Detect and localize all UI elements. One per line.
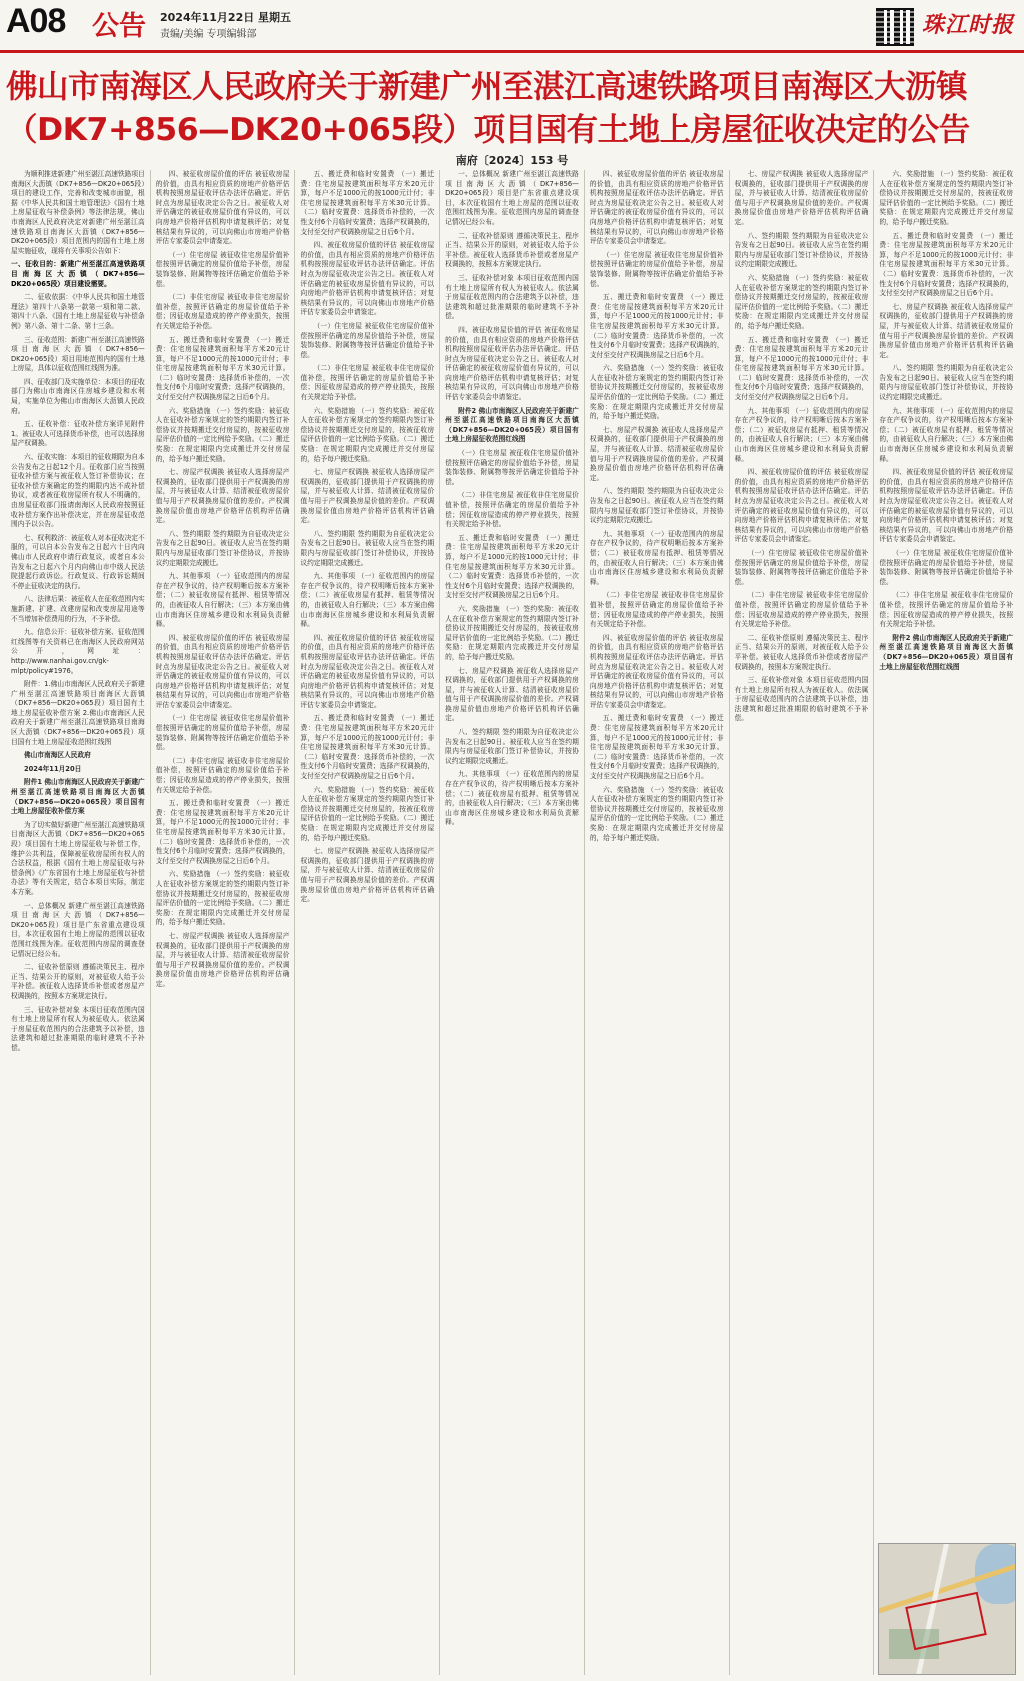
subject-paragraph-d: 三、征收补偿对象 本项目征收范围内国有土地上房屋所有权人为被征收人。依法属于房屋征收范围内的合法建筑予以补偿，违法建筑和超过批准期限的临时建筑不予补偿。 bbox=[445, 273, 579, 321]
relocation-paragraph-g: 五、搬迁费和临时安置费 （一）搬迁费：住宅房屋按建筑面积每平方米20元计算，每户不足1000元的按1000元计付；非住宅房屋按建筑面积每平方米30元计算。（二）临时安置费：选择货币补偿的，一次性支付6个月临时安置费；选择产权调换的，支付至交付产权调换房屋之日后6个月。 bbox=[879, 231, 1014, 298]
general-paragraph-d: 一、总体概况 新建广州至湛江高速铁路项目南海区大沥镇（DK7+856—DK20+065段）项目是广东省重点建设项目，本次征收国有土地上房屋的范围以征收范围红线图为准。征收范围内房屋的调查登记情况已经公布。 bbox=[445, 170, 579, 226]
nonresidential-paragraph-b: （二）非住宅房屋 被征收非住宅房屋价值补偿，按照评估确定的房屋价值给予补偿；因征收房屋造成的停产停业损失，按照有关规定给予补偿。 bbox=[155, 756, 290, 794]
page-header bbox=[0, 0, 1024, 44]
section-name: 公告 bbox=[92, 11, 146, 42]
signing-paragraph: 八、签约期限 签约期限为自征收决定公告发布之日起90日。被征收人应当在签约期限内与房屋征收部门签订补偿协议，并按协议约定期限完成搬迁。 bbox=[155, 529, 290, 567]
valuation-paragraph-c2: 四、被征收房屋价值的评估 被征收房屋的价值，由具有相应资质的房地产价格评估机构按照房屋征收评估办法评估确定。评估时点为房屋征收决定公告之日。被征收人对评估确定的被征收房屋价值有异议的，可以向房地产价格评估机构申请复核评估；对复核结果有异议的，可以向佛山市房地产价格评估专家委员会申请鉴定。 bbox=[300, 633, 435, 709]
section-basis: 二、征收依据：《中华人民共和国土地管理法》第四十八条第一款第一项和第二款、第四十八条、《国有土地上房屋征收与补偿条例》第八条、第十二条、第十三条。 bbox=[11, 293, 145, 330]
other-paragraph-d: 九、其他事项 （一）征收范围内的房屋存在产权争议的，待产权明晰后按本方案补偿；（二）被征收房屋有抵押、租赁等情况的，由被征收人自行解决；（三）本方案由佛山市南海区住房城乡建设和水利局负责解释。 bbox=[445, 770, 579, 827]
subject-paragraph: 三、征收补偿对象 本项目征收范围内国有土地上房屋所有权人为被征收人。依法属于房屋征收范围内的合法建筑予以补偿，违法建筑和超过批准期限的临时建筑不予补偿。 bbox=[11, 1005, 145, 1052]
section-consequence: 八、法律后果：被征收人在征收范围内实施新建、扩建、改建房屋和改变房屋用途等不当增加补偿费用的行为，不予补偿。 bbox=[11, 595, 145, 623]
residential-paragraph-f: （一）住宅房屋 被征收住宅房屋价值补偿按照评估确定的房屋价值给予补偿，房屋装饰装修、附属物等按评估确定价值给予补偿。 bbox=[734, 548, 869, 586]
nonresidential-paragraph-g: （二）非住宅房屋 被征收非住宅房屋价值补偿，按照评估确定的房屋价值给予补偿；因征收房屋造成的停产停业损失，按照有关规定给予补偿。 bbox=[879, 591, 1014, 629]
qr-code-icon bbox=[876, 8, 914, 46]
principle-paragraph-d: 二、征收补偿原则 遵循决策民主、程序正当、结果公开的原则，对被征收人给予公平补偿。被征收人选择货币补偿或者房屋产权调换的，按照本方案规定执行。 bbox=[445, 231, 579, 269]
attachment-1-intro: 为了切实做好新建广州至湛江高速铁路项目南海区大沥镇（DK7+856—DK20+065段）项目国有土地上房屋征收与补偿工作，维护公共利益，保障被征收房屋所有权人的合法权益，根据《国有土地上房屋征收与补偿条例》《广东省国有土地上房屋征收与补偿办法》等有关规定，结合本项目实际，制定本方案。 bbox=[11, 820, 145, 896]
reward-paragraph-c: 六、奖励措施 （一）签约奖励：被征收人在征收补偿方案规定的签约期限内签订补偿协议并按期搬迁交付房屋的，按被征收房屋评估价值的一定比例给予奖励。（二）搬迁奖励：在规定期限内完成搬迁并交付房屋的，给予每户搬迁奖励。 bbox=[300, 406, 435, 463]
relocation-paragraph-d: 五、搬迁费和临时安置费 （一）搬迁费：住宅房屋按建筑面积每平方米20元计算，每户不足1000元的按1000元计付；非住宅房屋按建筑面积每平方米30元计算。（二）临时安置费：选择货币补偿的，一次性支付6个月临时安置费；选择产权调换的，支付至交付产权调换房屋之日后6个月。 bbox=[445, 533, 579, 600]
residential-paragraph-c: （一）住宅房屋 被征收住宅房屋价值补偿按照评估确定的房屋价值给予补偿，房屋装饰装修、附属物等按评估确定价值给予补偿。 bbox=[300, 321, 435, 359]
other-paragraph-e: 九、其他事项 （一）征收范围内的房屋存在产权争议的，待产权明晰后按本方案补偿；（二）被征收房屋有抵押、租赁等情况的，由被征收人自行解决；（三）本方案由佛山市南海区住房城乡建设和水利局负责解释。 bbox=[589, 529, 724, 586]
relocation-paragraph: 五、搬迁费和临时安置费 （一）搬迁费：住宅房屋按建筑面积每平方米20元计算，每户不足1000元的按1000元计付；非住宅房屋按建筑面积每平方米30元计算。（二）临时安置费：选择货币补偿的，一次性支付6个月临时安置费；选择产权调换的，支付至交付产权调换房屋之日后6个月。 bbox=[155, 335, 290, 402]
signing-paragraph-g: 八、签约期限 签约期限为自征收决定公告发布之日起90日。被征收人应当在签约期限内与房屋征收部门签订补偿协议，并按协议约定期限完成搬迁。 bbox=[879, 364, 1014, 402]
nonresidential-paragraph-d: （二）非住宅房屋 被征收非住宅房屋价值补偿，按照评估确定的房屋价值给予补偿；因征收房屋造成的停产停业损失，按照有关规定给予补偿。 bbox=[445, 491, 579, 529]
residential-paragraph: （一）住宅房屋 被征收住宅房屋价值补偿按照评估确定的房屋价值给予补偿，房屋装饰装修、附属物等按评估确定价值给予补偿。 bbox=[155, 250, 290, 288]
other-paragraph-g: 九、其他事项 （一）征收范围内的房屋存在产权争议的，待产权明晰后按本方案补偿；（二）被征收房屋有抵押、租赁等情况的，由被征收人自行解决；（三）本方案由佛山市南海区住房城乡建设和水利局负责解释。 bbox=[879, 406, 1014, 463]
swap-paragraph: 七、房屋产权调换 被征收人选择房屋产权调换的，征收部门提供用于产权调换的房屋，并与被征收人计算、结清被征收房屋价值与用于产权调换房屋价值的差价。产权调换房屋价值由房地产价格评估机构评估确定。 bbox=[155, 468, 290, 525]
signing-paragraph-f: 八、签约期限 签约期限为自征收决定公告发布之日起90日。被征收人应当在签约期限内与房屋征收部门签订补偿协议，并按协议约定期限完成搬迁。 bbox=[734, 231, 869, 269]
attachment-2-title: 附件2 佛山市南海区人民政府关于新建广州至湛江高速铁路项目南海区大沥镇（DK7+856—DK20+065段）项目国有土地上房屋征收范围红线图 bbox=[445, 406, 579, 444]
relocation-paragraph-b: 五、搬迁费和临时安置费 （一）搬迁费：住宅房屋按建筑面积每平方米20元计算，每户不足1000元的按1000元计付；非住宅房屋按建筑面积每平方米30元计算。（二）临时安置费：选择货币补偿的，一次性支付6个月临时安置费；选择产权调换的，支付至交付产权调换房屋之日后6个月。 bbox=[155, 799, 290, 865]
swap-paragraph-f: 七、房屋产权调换 被征收人选择房屋产权调换的，征收部门提供用于产权调换的房屋，并与被征收人计算、结清被征收房屋价值与用于产权调换房屋价值的差价。产权调换房屋价值由房地产价格评估机构评估确定。 bbox=[734, 170, 869, 226]
signing-paragraph-c: 八、签约期限 签约期限为自征收决定公告发布之日起90日。被征收人应当在签约期限内与房屋征收部门签订补偿协议，并按协议约定期限完成搬迁。 bbox=[300, 529, 435, 567]
principle-paragraph: 二、征收补偿原则 遵循决策民主、程序正当、结果公开的原则，对被征收人给予公平补偿。被征收人选择货币补偿或者房屋产权调换的，按照本方案规定执行。 bbox=[11, 963, 145, 1000]
residential-paragraph-g: （一）住宅房屋 被征收住宅房屋价值补偿按照评估确定的房屋价值给予补偿，房屋装饰装修、附属物等按评估确定价值给予补偿。 bbox=[879, 548, 1014, 586]
column-5 bbox=[585, 170, 730, 1675]
column-7 bbox=[874, 170, 1018, 1675]
valuation-paragraph: 四、被征收房屋价值的评估 被征收房屋的价值，由具有相应资质的房地产价格评估机构按照房屋征收评估办法评估确定。评估时点为房屋征收决定公告之日。被征收人对评估确定的被征收房屋价值有异议的，可以向房地产价格评估机构申请复核评估；对复核结果有异议的，可以向佛山市房地产价格评估专家委员会申请鉴定。 bbox=[155, 170, 290, 246]
valuation-paragraph-d: 四、被征收房屋价值的评估 被征收房屋的价值，由具有相应资质的房地产价格评估机构按照房屋征收评估办法评估确定。评估时点为房屋征收决定公告之日。被征收人对评估确定的被征收房屋价值有异议的，可以向房地产价格评估机构申请复核评估；对复核结果有异议的，可以向佛山市房地产价格评估专家委员会申请鉴定。 bbox=[445, 325, 579, 402]
nonresidential-paragraph: （二）非住宅房屋 被征收非住宅房屋价值补偿，按照评估确定的房屋价值给予补偿；因征收房屋造成的停产停业损失，按照有关规定给予补偿。 bbox=[155, 293, 290, 330]
swap-paragraph-g: 七、房屋产权调换 被征收人选择房屋产权调换的，征收部门提供用于产权调换的房屋，并与被征收人计算、结清被征收房屋价值与用于产权调换房屋价值的差价。产权调换房屋价值由房地产价格评估机构评估确定。 bbox=[879, 302, 1014, 359]
residential-paragraph-e: （一）住宅房屋 被征收住宅房屋价值补偿按照评估确定的房屋价值给予补偿，房屋装饰装修、附属物等按评估确定价值给予补偿。 bbox=[589, 250, 724, 288]
relocation-paragraph-c2: 五、搬迁费和临时安置费 （一）搬迁费：住宅房屋按建筑面积每平方米20元计算，每户不足1000元的按1000元计付；非住宅房屋按建筑面积每平方米30元计算。（二）临时安置费：选择货币补偿的，一次性支付6个月临时安置费；选择产权调换的，支付至交付产权调换房屋之日后6个月。 bbox=[300, 714, 435, 781]
page-number: A08 bbox=[6, 2, 66, 40]
relocation-paragraph-e2: 五、搬迁费和临时安置费 （一）搬迁费：住宅房屋按建筑面积每平方米20元计算，每户不足1000元的按1000元计付；非住宅房屋按建筑面积每平方米30元计算。（二）临时安置费：选择货币补偿的，一次性支付6个月临时安置费；选择产权调换的，支付至交付产权调换房屋之日后6个月。 bbox=[589, 714, 724, 781]
valuation-paragraph-f: 四、被征收房屋价值的评估 被征收房屋的价值，由具有相应资质的房地产价格评估机构按照房屋征收评估办法评估确定。评估时点为房屋征收决定公告之日。被征收人对评估确定的被征收房屋价值有异议的，可以向房地产价格评估机构申请复核评估；对复核结果有异议的，可以向佛山市房地产价格评估专家委员会申请鉴定。 bbox=[734, 468, 869, 544]
reward-paragraph-e: 六、奖励措施 （一）签约奖励：被征收人在征收补偿方案规定的签约期限内签订补偿协议并按期搬迁交付房屋的，按被征收房屋评估价值的一定比例给予奖励。（二）搬迁奖励：在规定期限内完成搬迁并交付房屋的，给予每户搬迁奖励。 bbox=[589, 364, 724, 421]
reward-paragraph-g: 六、奖励措施 （一）签约奖励：被征收人在征收补偿方案规定的签约期限内签订补偿协议并按期搬迁交付房屋的，按被征收房屋评估价值的一定比例给予奖励。（二）搬迁奖励：在规定期限内完成搬迁并交付房屋的，给予每户搬迁奖励。 bbox=[879, 170, 1014, 226]
masthead-logo: 珠江时报 bbox=[922, 12, 1015, 38]
other-paragraph-c: 九、其他事项 （一）征收范围内的房屋存在产权争议的，待产权明晰后按本方案补偿；（二）被征收房屋有抵押、租赁等情况的，由被征收人自行解决；（三）本方案由佛山市南海区住房城乡建设和水利局负责解释。 bbox=[300, 572, 435, 629]
nonresidential-paragraph-e: （二）非住宅房屋 被征收非住宅房屋价值补偿，按照评估确定的房屋价值给予补偿；因征收房屋造成的停产停业损失，按照有关规定给予补偿。 bbox=[589, 591, 724, 629]
signing-paragraph-e: 八、签约期限 签约期限为自征收决定公告发布之日起90日。被征收人应当在签约期限内与房屋征收部门签订补偿协议，并按协议约定期限完成搬迁。 bbox=[589, 487, 724, 525]
section-implementation: 六、征收实施：本项目的征收期限为自本公告发布之日起12个月。征收部门应当按照征收补偿方案与被征收人签订补偿协议；在征收补偿方案确定的签约期限内达不成补偿协议，或者被征收房屋所有权人不明确的，由房屋征收部门报请南海区人民政府按照征收补偿方案作出补偿决定，并在房屋征收范围内予以公告。 bbox=[11, 453, 145, 529]
reward-paragraph: 六、奖励措施 （一）签约奖励：被征收人在征收补偿方案规定的签约期限内签订补偿协议并按期搬迁交付房屋的，按被征收房屋评估价值的一定比例给予奖励。（二）搬迁奖励：在规定期限内完成搬迁并交付房屋的，给予每户搬迁奖励。 bbox=[155, 406, 290, 463]
attachment-2-title-g: 附件2 佛山市南海区人民政府关于新建广州至湛江高速铁路项目南海区大沥镇（DK7+856—DK20+065段）项目国有土地上房屋征收范围红线图 bbox=[879, 633, 1014, 671]
general-paragraph: 一、总体概况 新建广州至湛江高速铁路项目南海区大沥镇（DK7+856—DK20+065段）项目是广东省重点建设项目，本次征收国有土地上房屋的范围以征收范围红线图为准。征收范围内房屋的调查登记情况已经公布。 bbox=[11, 901, 145, 958]
reward-paragraph-d: 六、奖励措施 （一）签约奖励：被征收人在征收补偿方案规定的签约期限内签订补偿协议并按期搬迁交付房屋的，按被征收房屋评估价值的一定比例给予奖励。（二）搬迁奖励：在规定期限内完成搬迁并交付房屋的，给予每户搬迁奖励。 bbox=[445, 604, 579, 661]
announcement-title bbox=[6, 66, 1018, 152]
other-paragraph: 九、其他事项 （一）征收范围内的房屋存在产权争议的，待产权明晰后按本方案补偿；（二）被征收房屋有抵押、租赁等情况的，由被征收人自行解决；（三）本方案由佛山市南海区住房城乡建设和水利局负责解释。 bbox=[155, 572, 290, 629]
document-number: 南府〔2024〕153 号 bbox=[455, 154, 569, 167]
residential-paragraph-b: （一）住宅房屋 被征收住宅房屋价值补偿按照评估确定的房屋价值给予补偿，房屋装饰装修、附属物等按评估确定价值给予补偿。 bbox=[155, 714, 290, 752]
other-paragraph-f: 九、其他事项 （一）征收范围内的房屋存在产权争议的，待产权明晰后按本方案补偿；（二）被征收房屋有抵押、租赁等情况的，由被征收人自行解决；（三）本方案由佛山市南海区住房城乡建设和水利局负责解释。 bbox=[734, 406, 869, 463]
attachment-1-title: 附件1 佛山市南海区人民政府关于新建广州至湛江高速铁路项目南海区大沥镇（DK7+856—DK20+065段）项目国有土地上房屋征收补偿方案 bbox=[11, 778, 145, 816]
intro-paragraph: 为顺利推进新建广州至湛江高速铁路项目南海区大沥镇（DK7+856—DK20+065段）项目的建设工作，完善和改变城市面貌，根据《中华人民共和国土地管理法》《国有土地上房屋征收与补偿条例》等法律法规，佛山市南海区人民政府决定对新建广州至湛江高速铁路项目南海区大沥镇（DK7+856—DK20+065段）项目范围内的国有土地上房屋实施征收，现将有关事项公告如下： bbox=[11, 170, 145, 255]
sign-date: 2024年11月20日 bbox=[24, 764, 82, 773]
header-rule bbox=[0, 50, 1024, 53]
section-purpose: 一、征收目的：新建广州至湛江高速铁路项目南海区大沥镇（DK7+856—DK20+065段）项目建设需要。 bbox=[11, 260, 145, 288]
swap-paragraph-c: 七、房屋产权调换 被征收人选择房屋产权调换的，征收部门提供用于产权调换的房屋，并与被征收人计算、结清被征收房屋价值与用于产权调换房屋价值的差价。产权调换房屋价值由房地产价格评估机构评估确定。 bbox=[300, 468, 435, 525]
nonresidential-paragraph-c: （二）非住宅房屋 被征收非住宅房屋价值补偿，按照评估确定的房屋价值给予补偿；因征收房屋造成的停产停业损失，按照有关规定给予补偿。 bbox=[300, 364, 435, 402]
swap-paragraph-d: 七、房屋产权调换 被征收人选择房屋产权调换的，征收部门提供用于产权调换的房屋，并与被征收人计算、结清被征收房屋价值与用于产权调换房屋价值的差价。产权调换房屋价值由房地产价格评估机构评估确定。 bbox=[445, 666, 579, 723]
nonresidential-paragraph-f: （二）非住宅房屋 被征收非住宅房屋价值补偿，按照评估确定的房屋价值给予补偿；因征收房屋造成的停产停业损失，按照有关规定给予补偿。 bbox=[734, 591, 869, 629]
swap-paragraph-e: 七、房屋产权调换 被征收人选择房屋产权调换的，征收部门提供用于产权调换的房屋，并与被征收人计算、结清被征收房屋价值与用于产权调换房屋价值的差价。产权调换房屋价值由房地产价格评估机构评估确定。 bbox=[589, 425, 724, 482]
valuation-paragraph-g: 四、被征收房屋价值的评估 被征收房屋的价值，由具有相应资质的房地产价格评估机构按照房屋征收评估办法评估确定。评估时点为房屋征收决定公告之日。被征收人对评估确定的被征收房屋价值有异议的，可以向房地产价格评估机构申请复核评估；对复核结果有异议的，可以向佛山市房地产价格评估专家委员会申请鉴定。 bbox=[879, 468, 1014, 544]
valuation-paragraph-b: 四、被征收房屋价值的评估 被征收房屋的价值，由具有相应资质的房地产价格评估机构按照房屋征收评估办法评估确定。评估时点为房屋征收决定公告之日。被征收人对评估确定的被征收房屋价值有异议的，可以向房地产价格评估机构申请复核评估；对复核结果有异议的，可以向佛山市房地产价格评估专家委员会申请鉴定。 bbox=[155, 633, 290, 709]
section-remedy: 七、权利救济：被征收人对本征收决定不服的，可以自本公告发布之日起六十日内向佛山市人民政府申请行政复议，或者自本公告发布之日起六个月内向佛山市中级人民法院提起行政诉讼。行政复议、行政诉讼期间不停止征收决定的执行。 bbox=[11, 533, 145, 590]
valuation-paragraph-e: 四、被征收房屋价值的评估 被征收房屋的价值，由具有相应资质的房地产价格评估机构按照房屋征收评估办法评估确定。评估时点为房屋征收决定公告之日。被征收人对评估确定的被征收房屋价值有异议的，可以向房地产价格评估机构申请复核评估；对复核结果有异议的，可以向佛山市房地产价格评估专家委员会申请鉴定。 bbox=[589, 170, 724, 246]
column-4 bbox=[440, 170, 585, 1675]
column-2 bbox=[151, 170, 296, 1675]
reward-paragraph-e2: 六、奖励措施 （一）签约奖励：被征收人在征收补偿方案规定的签约期限内签订补偿协议并按期搬迁交付房屋的，按被征收房屋评估价值的一定比例给予奖励。（二）搬迁奖励：在规定期限内完成搬迁并交付房屋的，给予每户搬迁奖励。 bbox=[589, 785, 724, 842]
column-1 bbox=[6, 170, 151, 1675]
section-compensation: 五、征收补偿：征收补偿方案详见附件1。被征收人可选择货币补偿，也可以选择房屋产权调换。 bbox=[11, 420, 145, 448]
relocation-paragraph-f: 五、搬迁费和临时安置费 （一）搬迁费：住宅房屋按建筑面积每平方米20元计算，每户不足1000元的按1000元计付；非住宅房屋按建筑面积每平方米30元计算。（二）临时安置费：选择货币补偿的，一次性支付6个月临时安置费；选择产权调换的，支付至交付产权调换房屋之日后6个月。 bbox=[734, 335, 869, 402]
attachment-list: 附件：1.佛山市南海区人民政府关于新建广州至湛江高速铁路项目南海区大沥镇（DK7+856—DK20+065段）项目国有土地上房屋征收补偿方案 2.佛山市南海区人民政府关于新建广州至湛江高速铁路项目南海区大沥镇（DK7+856—DK20+065段）项目国有土地上房屋征收范围红线图 bbox=[11, 680, 145, 746]
reward-paragraph-f: 六、奖励措施 （一）签约奖励：被征收人在征收补偿方案规定的签约期限内签订补偿协议并按期搬迁交付房屋的，按被征收房屋评估价值的一定比例给予奖励。（二）搬迁奖励：在规定期限内完成搬迁并交付房屋的，给予每户搬迁奖励。 bbox=[734, 273, 869, 330]
body-columns bbox=[6, 170, 1018, 1675]
subject-paragraph-f: 三、征收补偿对象 本项目征收范围内国有土地上房屋所有权人为被征收人。依法属于房屋征收范围内的合法建筑予以补偿，违法建筑和超过批准期限的临时建筑不予补偿。 bbox=[734, 676, 869, 723]
relocation-paragraph-c: 五、搬迁费和临时安置费 （一）搬迁费：住宅房屋按建筑面积每平方米20元计算，每户不足1000元的按1000元计付；非住宅房屋按建筑面积每平方米30元计算。（二）临时安置费：选择货币补偿的，一次性支付6个月临时安置费；选择产权调换的，支付至交付产权调换房屋之日后6个月。 bbox=[300, 170, 435, 236]
swap-paragraph-c2: 七、房屋产权调换 被征收人选择房屋产权调换的，征收部门提供用于产权调换的房屋，并与被征收人计算、结清被征收房屋价值与用于产权调换房屋价值的差价。产权调换房屋价值由房地产价格评估机构评估确定。 bbox=[300, 847, 435, 904]
section-scope: 三、征收范围：新建广州至湛江高速铁路项目南海区大沥镇（DK7+856—DK20+065段）项目用地范围内的国有土地上房屋，具体以征收范围红线图为准。 bbox=[11, 335, 145, 373]
swap-paragraph-b: 七、房屋产权调换 被征收人选择房屋产权调换的，征收部门提供用于产权调换的房屋，并与被征收人计算、结清被征收房屋价值与用于产权调换房屋价值的差价。产权调换房屋价值由房地产价格评估机构评估确定。 bbox=[155, 931, 290, 988]
reward-paragraph-c2: 六、奖励措施 （一）签约奖励：被征收人在征收补偿方案规定的签约期限内签订补偿协议并按期搬迁交付房屋的，按被征收房屋评估价值的一定比例给予奖励。（二）搬迁奖励：在规定期限内完成搬迁并交付房屋的，给予每户搬迁奖励。 bbox=[300, 785, 435, 842]
column-3 bbox=[295, 170, 440, 1675]
relocation-paragraph-e: 五、搬迁费和临时安置费 （一）搬迁费：住宅房屋按建筑面积每平方米20元计算，每户不足1000元的按1000元计付；非住宅房屋按建筑面积每平方米30元计算。（二）临时安置费：选择货币补偿的，一次性支付6个月临时安置费；选择产权调换的，支付至交付产权调换房屋之日后6个月。 bbox=[589, 293, 724, 359]
signing-paragraph-d: 八、签约期限 签约期限为自征收决定公告发布之日起90日。被征收人应当在签约期限内与房屋征收部门签订补偿协议，并按协议约定期限完成搬迁。 bbox=[445, 728, 579, 765]
residential-paragraph-d: （一）住宅房屋 被征收住宅房屋价值补偿按照评估确定的房屋价值给予补偿，房屋装饰装修、附属物等按评估确定价值给予补偿。 bbox=[445, 449, 579, 486]
valuation-paragraph-c: 四、被征收房屋价值的评估 被征收房屋的价值，由具有相应资质的房地产价格评估机构按照房屋征收评估办法评估确定。评估时点为房屋征收决定公告之日。被征收人对评估确定的被征收房屋价值有异议的，可以向房地产价格评估机构申请复核评估；对复核结果有异议的，可以向佛山市房地产价格评估专家委员会申请鉴定。 bbox=[300, 241, 435, 317]
principle-paragraph-f: 二、征收补偿原则 遵循决策民主、程序正当、结果公开的原则，对被征收人给予公平补偿。被征收人选择货币补偿或者房屋产权调换的，按照本方案规定执行。 bbox=[734, 633, 869, 671]
section-disclosure: 九、信息公开：征收补偿方案、征收范围红线图等有关资料已在南海区人民政府网站公开，网址：http://www.nanhai.gov.cn/gk-mlpt/policy#1976。 bbox=[11, 628, 145, 675]
title-line-1: 佛山市南海区人民政府关于新建广州至湛江高速铁路项目南海区大沥镇 bbox=[6, 69, 968, 105]
editor-line: 责编/美编 专项编辑部 bbox=[160, 29, 257, 40]
reward-paragraph-b: 六、奖励措施 （一）签约奖励：被征收人在征收补偿方案规定的签约期限内签订补偿协议并按期搬迁交付房屋的，按被征收房屋评估价值的一定比例给予奖励。（二）搬迁奖励：在规定期限内完成搬迁并交付房屋的，给予每户搬迁奖励。 bbox=[155, 870, 290, 927]
section-department: 四、征收部门及实施单位：本项目的征收部门为佛山市南海区住房城乡建设和水利局，实施单位为佛山市南海区大沥镇人民政府。 bbox=[11, 377, 145, 415]
column-6 bbox=[730, 170, 875, 1675]
signer: 佛山市南海区人民政府 bbox=[24, 751, 91, 760]
title-line-2: （DK7+856—DK20+065段）项目国有土地上房屋征收决定的公告 bbox=[6, 112, 970, 148]
valuation-paragraph-e2: 四、被征收房屋价值的评估 被征收房屋的价值，由具有相应资质的房地产价格评估机构按照房屋征收评估办法评估确定。评估时点为房屋征收决定公告之日。被征收人对评估确定的被征收房屋价值有异议的，可以向房地产价格评估机构申请复核评估；对复核结果有异议的，可以向佛山市房地产价格评估专家委员会申请鉴定。 bbox=[589, 633, 724, 709]
expropriation-map-image bbox=[878, 1543, 1016, 1675]
issue-date: 2024年11月22日 星期五 bbox=[160, 11, 292, 24]
